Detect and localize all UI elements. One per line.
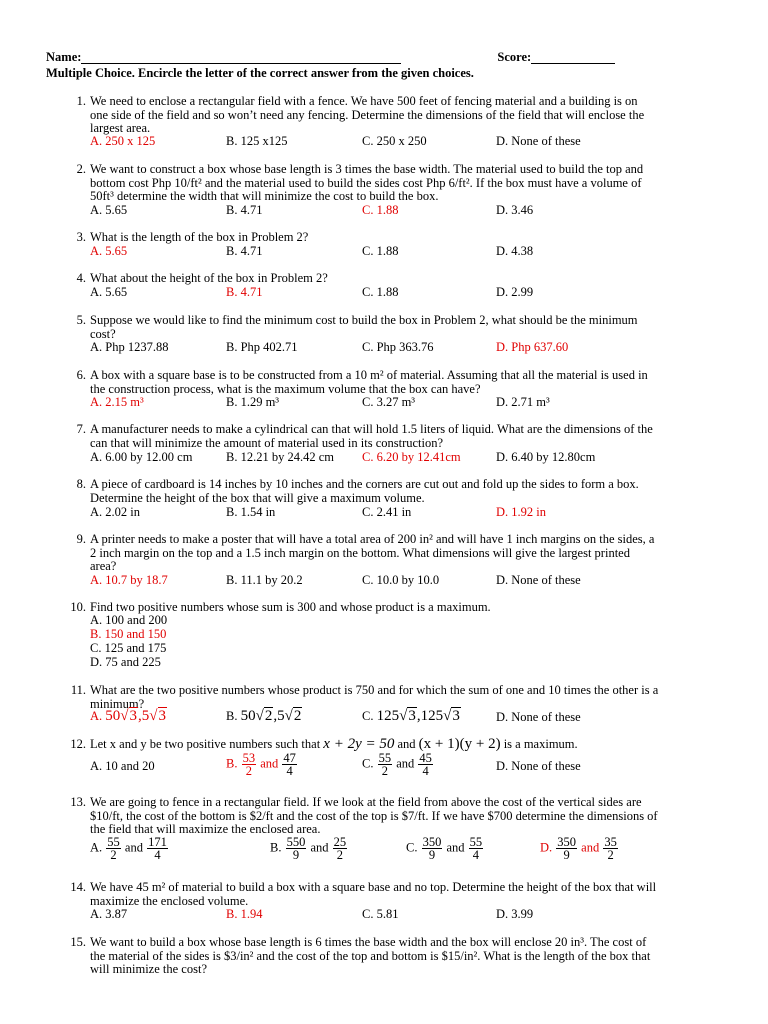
choice-b[interactable]: B. $\frac{53}{2}$ and $\frac{47}{4}$: [226, 751, 296, 778]
choice-d[interactable]: D. 3.99: [496, 907, 534, 921]
choice-b[interactable]: B. $\frac{550}{9}$ and $\frac{25}{2}$: [270, 835, 347, 862]
choice-a[interactable]: A. $\frac{55}{2}$ and $\frac{171}{4}$: [90, 835, 167, 862]
header-line: [46, 50, 726, 64]
choice-c[interactable]: C. 2.41 in: [362, 505, 412, 519]
question-text: We want to construct a box whose base length is 3 times the base width. The material used to build the top and bottom cost Php 10/ft² and the material used to build the sides cost Php 6/ft². If the box must have a volume of 50ft³ determine the width that will minimize the cost to build the box.: [90, 162, 644, 203]
question-number: 2.: [76, 162, 86, 176]
choice-a[interactable]: A. 10 and 20: [90, 759, 155, 773]
choice-c[interactable]: C. 1.88: [362, 285, 399, 299]
instructions: Multiple Choice. Encircle the letter of the correct answer from the given choices.: [46, 66, 474, 80]
question-text: What is the length of the box in Problem 2?: [90, 230, 309, 244]
question-text: A piece of cardboard is 14 inches by 10 inches and the corners are cut out and fold up the sides to form a box. Determine the height of the box that will give a maximum volume.: [90, 477, 639, 505]
question-number: 15.: [70, 935, 86, 949]
choice-b[interactable]: B. 11.1 by 20.2: [226, 573, 303, 587]
choice-d[interactable]: D. 1.92 in: [496, 505, 546, 519]
choice-d[interactable]: D. 4.38: [496, 244, 534, 258]
choice-d[interactable]: D. None of these: [496, 134, 581, 148]
question-number: 9.: [76, 532, 86, 546]
choice-a[interactable]: A. 2.02 in: [90, 505, 140, 519]
choice-c[interactable]: C. 1.88: [362, 203, 399, 217]
question-text: Let x and y be two positive numbers such that x + 2y = 50 and (x + 1)(y + 2) is a maximum.: [90, 736, 578, 752]
question-number: 6.: [76, 368, 86, 382]
choice-b[interactable]: B. 4.71: [226, 285, 263, 299]
choice-c[interactable]: C. 10.0 by 10.0: [362, 573, 440, 587]
choice-d[interactable]: D. $\frac{350}{9}$ and $\frac{35}{2}$: [540, 835, 617, 862]
choice-a[interactable]: A. 6.00 by 12.00 cm: [90, 450, 193, 464]
score-label: Score:: [497, 49, 532, 64]
choice-b[interactable]: B. 12.21 by 24.42 cm: [226, 450, 334, 464]
question-text: We want to build a box whose base length is 6 times the base width and the box will enclose 20 in³. The cost of the material of the sides is $3/in² and the cost of the top and bottom is $15/in². What is the length of the box that will minimize the cost?: [90, 935, 651, 976]
equation-constraint: x + 2y = 50: [323, 736, 395, 752]
choice-b[interactable]: B. 1.94: [226, 907, 263, 921]
choice-a[interactable]: A. 3.87: [90, 907, 128, 921]
equation-objective: (x + 1)(y + 2): [418, 736, 501, 752]
choice-c[interactable]: C. $\frac{55}{2}$ and $\frac{45}{4}$: [362, 751, 432, 778]
choice-d[interactable]: D. 2.99: [496, 285, 534, 299]
choice-b[interactable]: B. 50√2,5√2: [226, 708, 302, 724]
choice-c[interactable]: C. 1.88: [362, 244, 399, 258]
question-number: 1.: [76, 94, 86, 108]
question-text: Find two positive numbers whose sum is 300 and whose product is a maximum.: [90, 600, 491, 614]
question-number: 10.: [70, 600, 86, 614]
choice-a[interactable]: A. 5.65: [90, 285, 128, 299]
question-number: 7.: [76, 422, 86, 436]
choice-b[interactable]: B. 125 x125: [226, 134, 288, 148]
question-text: We are going to fence in a rectangular field. If we look at the field from above the cost of the vertical sides are $10/ft, the cost of the bottom is $2/ft and the cost of the top is $7/ft. If we have $700 determine the dimensions of the field that will maximize the enclosed area.: [90, 795, 658, 836]
choice-c[interactable]: C. 5.81: [362, 907, 399, 921]
choice-c[interactable]: C. 3.27 m³: [362, 395, 416, 409]
question-text: What are the two positive numbers whose product is 750 and for which the sum of one and 10 times the other is a minimum?: [90, 683, 659, 711]
question-number: 11.: [70, 683, 86, 697]
choice-a[interactable]: A. 5.65: [90, 203, 128, 217]
choice-c[interactable]: C. Php 363.76: [362, 340, 434, 354]
question-number: 13.: [70, 795, 86, 809]
question-number: 12.: [70, 737, 86, 751]
choice-a[interactable]: A. 250 x 125: [90, 134, 156, 148]
question-text: We have 45 m² of material to build a box with a square base and no top. Determine the height of the box that will maximize the enclosed volume.: [90, 880, 657, 908]
choice-d[interactable]: D. 2.71 m³: [496, 395, 550, 409]
header: [46, 50, 726, 81]
choice-d[interactable]: D. 75 and 225: [90, 655, 161, 669]
choice-a[interactable]: A. 10.7 by 18.7: [90, 573, 168, 587]
question-number: 5.: [76, 313, 86, 327]
question-number: 4.: [76, 271, 86, 285]
question-text: A printer needs to make a poster that will have a total area of 200 in² and will have 1 inch margins on the sides, a 2 inch margin on the top and a 1.5 inch margin on the bottom. What dimensions will give the largest printed area?: [90, 532, 655, 573]
choice-b[interactable]: B. 1.54 in: [226, 505, 276, 519]
choice-a[interactable]: A. Php 1237.88: [90, 340, 169, 354]
choice-c[interactable]: C. 125√3,125√3: [362, 708, 460, 724]
choice-b[interactable]: B. 4.71: [226, 203, 263, 217]
choice-c[interactable]: C. $\frac{350}{9}$ and $\frac{55}{4}$: [406, 835, 483, 862]
choice-a[interactable]: A. 100 and 200: [90, 613, 168, 627]
question-text: A manufacturer needs to make a cylindrical can that will hold 1.5 liters of liquid. What are the dimensions of the can that will minimize the amount of material used in its construction?: [90, 422, 653, 450]
choice-b[interactable]: B. 1.29 m³: [226, 395, 280, 409]
question-text: What about the height of the box in Problem 2?: [90, 271, 328, 285]
choice-d[interactable]: D. Php 637.60: [496, 340, 569, 354]
choice-c[interactable]: C. 250 x 250: [362, 134, 427, 148]
question-text: Suppose we would like to find the minimum cost to build the box in Problem 2, what should be the minimum cost?: [90, 313, 638, 341]
score-blank[interactable]: [531, 52, 615, 64]
question-number: 3.: [76, 230, 86, 244]
choice-d[interactable]: D. 3.46: [496, 203, 534, 217]
question-text: We need to enclose a rectangular field with a fence. We have 500 feet of fencing material and a building is on one side of the field and so won’t need any fencing. Determine the dimensions of the field that will enclose the largest area.: [90, 94, 645, 135]
choice-b[interactable]: B. Php 402.71: [226, 340, 298, 354]
choice-a[interactable]: A. 50√3,5√3: [90, 708, 166, 724]
choice-d[interactable]: D. 6.40 by 12.80cm: [496, 450, 596, 464]
question-number: 14.: [70, 880, 86, 894]
choice-d[interactable]: D. None of these: [496, 573, 581, 587]
question-number: 8.: [76, 477, 86, 491]
question-text: A box with a square base is to be constructed from a 10 m² of material. Assuming that all the material is used in the construction process, what is the maximum volume that the box can have?: [90, 368, 648, 396]
choice-a[interactable]: A. 2.15 m³: [90, 395, 144, 409]
choice-d[interactable]: D. None of these: [496, 759, 581, 773]
choice-b[interactable]: B. 4.71: [226, 244, 263, 258]
name-label: Name:: [46, 49, 82, 64]
name-blank[interactable]: [81, 52, 401, 64]
choice-c[interactable]: C. 6.20 by 12.41cm: [362, 450, 461, 464]
choice-b[interactable]: B. 150 and 150: [90, 627, 167, 641]
choice-a[interactable]: A. 5.65: [90, 244, 128, 258]
choice-c[interactable]: C. 125 and 175: [90, 641, 167, 655]
choice-d[interactable]: D. None of these: [496, 710, 581, 724]
